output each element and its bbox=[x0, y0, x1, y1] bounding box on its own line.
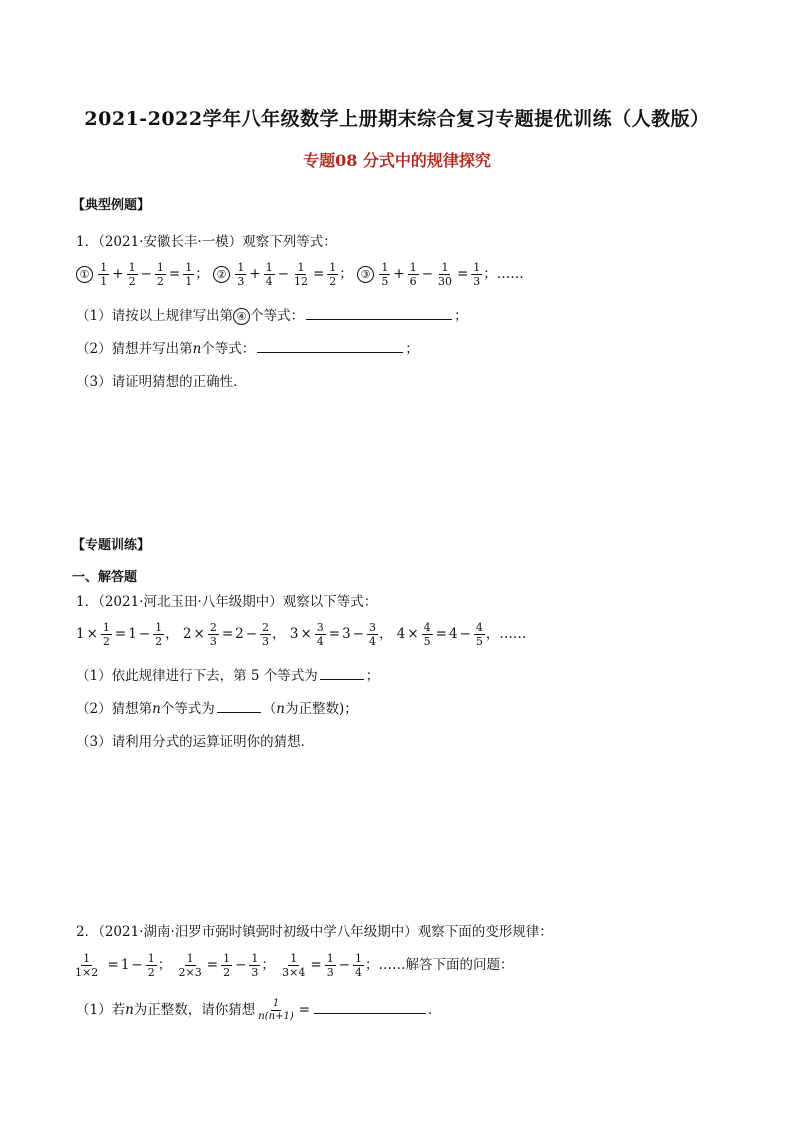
fraction: $\frac{1}{5}$ bbox=[381, 261, 389, 288]
fraction: $\frac{1}{2}$ bbox=[329, 261, 337, 288]
eq2-marker: ② bbox=[213, 266, 230, 283]
example-q1-part1: （1）请按以上规律写出第 ④ 个等式： ； bbox=[76, 308, 468, 324]
fraction: $\frac{1}{3}$ bbox=[473, 261, 481, 288]
eq3-marker: ③ bbox=[357, 266, 374, 283]
answer-blank[interactable] bbox=[257, 351, 403, 353]
training-q1-part3: （3）请利用分式的运算证明你的猜想． bbox=[76, 734, 315, 750]
example-q1-intro: 1．（2021·安徽长丰·一模）观察下列等式： bbox=[76, 234, 337, 250]
fraction: $\frac{1}{3}$ bbox=[237, 261, 245, 288]
fraction: $\frac{4}{5}$ bbox=[475, 621, 483, 648]
fraction: $\frac{1}{3}$ bbox=[326, 952, 334, 979]
separator: ； bbox=[195, 266, 209, 282]
fraction: $\frac{1}{n(n+1)}$ bbox=[258, 998, 294, 1022]
part-heading: 一、解答题 bbox=[72, 570, 138, 585]
fraction: $\frac{1}{3\times 4}$ bbox=[282, 952, 306, 979]
example-q1-equations: ① $\frac{1}{1}$ + $\frac{1}{2}$ − $\frac{1}{2}$ = $\frac{1}{1}$ ； ② $\frac{1}{3}$ + $\frac{1}{4}$ − $\frac{1}{12}$ = $\frac{1}{2}$ ； ③ $\frac{1}{5}$ + $\frac{1}{6}$ − $\frac{1}{30}$ = $\frac{1}{3}$ ；…… bbox=[76, 262, 524, 287]
example-section-label: 【典型例题】 bbox=[72, 198, 151, 213]
fraction: $\frac{3}{4}$ bbox=[368, 621, 376, 648]
fraction: $\frac{1}{2\times 3}$ bbox=[178, 952, 202, 979]
answer-blank[interactable] bbox=[306, 318, 452, 320]
document-title: 2021-2022学年八年级数学上册期末综合复习专题提优训练（人教版） bbox=[84, 108, 710, 130]
fraction: $\frac{1}{1\times 2}$ bbox=[75, 952, 99, 979]
answer-blank[interactable] bbox=[217, 711, 261, 713]
example-q1-part3: （3）请证明猜想的正确性． bbox=[76, 374, 247, 390]
fraction: $\frac{1}{2}$ bbox=[223, 952, 231, 979]
fraction: $\frac{1}{12}$ bbox=[293, 261, 308, 288]
training-section-label: 【专题训练】 bbox=[72, 538, 151, 553]
eq1-marker: ① bbox=[76, 266, 93, 283]
fraction: $\frac{1}{4}$ bbox=[265, 261, 273, 288]
answer-blank[interactable] bbox=[320, 678, 364, 680]
separator: ； bbox=[339, 266, 353, 282]
training-q1-part2: （2）猜想第n个等式为 （n为正整数)； bbox=[76, 701, 358, 717]
example-q1-part2: （2）猜想并写出第n个等式： ； bbox=[76, 341, 419, 357]
eq4-marker: ④ bbox=[233, 308, 250, 325]
topic-subtitle: 专题08 分式中的规律探究 bbox=[303, 151, 491, 170]
ellipsis: …… bbox=[496, 266, 524, 282]
fraction: $\frac{1}{2}$ bbox=[155, 621, 163, 648]
fraction: $\frac{2}{3}$ bbox=[262, 621, 270, 648]
fraction: $\frac{1}{2}$ bbox=[128, 261, 136, 288]
fraction: $\frac{1}{4}$ bbox=[355, 952, 363, 979]
fraction: $\frac{1}{2}$ bbox=[156, 261, 164, 288]
fraction: $\frac{1}{1}$ bbox=[185, 261, 193, 288]
fraction: $\frac{3}{4}$ bbox=[316, 621, 324, 648]
training-q2-part1: （1）若n为正整数，请你猜想 $\frac{1}{n(n+1)}$ = ． bbox=[76, 998, 442, 1022]
training-q1-intro: 1．（2021·河北玉田·八年级期中）观察以下等式： bbox=[76, 594, 378, 610]
fraction: $\frac{4}{5}$ bbox=[423, 621, 431, 648]
fraction: $\frac{1}{3}$ bbox=[251, 952, 259, 979]
fraction: $\frac{2}{3}$ bbox=[209, 621, 217, 648]
training-q2-intro: 2．（2021·湖南·汨罗市弼时镇弼时初级中学八年级期中）观察下面的变形规律： bbox=[76, 924, 553, 940]
fraction: $\frac{1}{2}$ bbox=[102, 621, 110, 648]
fraction: $\frac{1}{30}$ bbox=[437, 261, 452, 288]
training-q1-equations: 1 × $\frac{1}{2}$ = 1 − $\frac{1}{2}$ ， 2 × $\frac{2}{3}$ = 2 − $\frac{2}{3}$ ， 3 × $\frac{3}{4}$ = 3 − $\frac{3}{4}$ ， 4 × $\frac{4}{5}$ = 4 − $\frac{4}{5}$ ，…… bbox=[76, 621, 527, 648]
answer-blank[interactable] bbox=[314, 1012, 426, 1014]
fraction: $\frac{1}{2}$ bbox=[147, 952, 155, 979]
training-q1-part1: （1）依此规律进行下去，第 5 个等式为 ； bbox=[76, 668, 380, 684]
separator: ； bbox=[483, 266, 497, 282]
fraction: $\frac{1}{1}$ bbox=[100, 261, 108, 288]
fraction: $\frac{1}{6}$ bbox=[409, 261, 417, 288]
training-q2-equations: $\frac{1}{1\times 2}$ = 1 − $\frac{1}{2}$ ； $\frac{1}{2\times 3}$ = $\frac{1}{2}$ − $\frac{1}{3}$ ； $\frac{1}{3\times 4}$ = $\frac{1}{3}$ − $\frac{1}{4}$ ；……解答下面的问题： bbox=[75, 952, 514, 979]
